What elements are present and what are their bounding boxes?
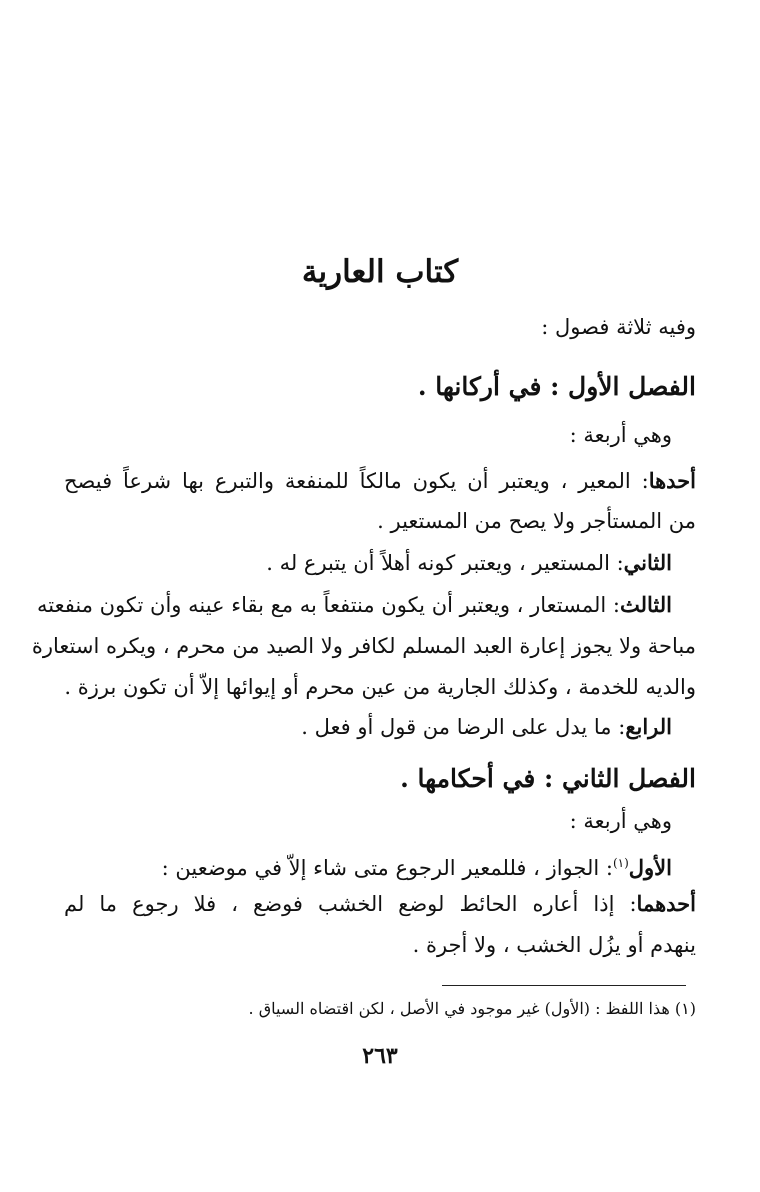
paragraph-line: والديه للخدمة ، وكذلك الجارية من عين محرم أو إيوائها إلاّ أن تكون برزة . (64, 675, 696, 699)
paragraph-line (40, 848, 672, 883)
paragraph-line: ينهدم أو يزُل الخشب ، ولا أجرة . (412, 933, 696, 957)
paragraph-line (37, 590, 672, 620)
paragraph-text: : المعير ، ويعتبر أن يكون مالكاً للمنفعة والتبرع بها شرعاً فيصح (64, 469, 649, 493)
footnote: (١) هذا اللفظ : (الأول) غير موجود في الأصل ، لكن اقتضاه السياق . (248, 999, 696, 1018)
term-label: الثاني (623, 550, 672, 575)
footnote-divider (442, 985, 686, 986)
section1-count: وهي أربعة : (569, 423, 672, 447)
paragraph-text: : إذا أعاره الحائط لوضع الخشب فوضع ، فلا رجوع ما لم (64, 892, 637, 916)
footnote-marker: (١) (612, 856, 629, 870)
paragraph-line (64, 466, 696, 496)
section2-heading: الفصل الثاني : في أحكامها . (400, 764, 696, 793)
paragraph-line (64, 889, 696, 919)
term-label: أحدها (648, 468, 696, 493)
intro-text: وفيه ثلاثة فصول : (541, 315, 696, 339)
paragraph-text: : الجواز ، فللمعير الرجوع متى شاء إلاّ في موضعين : (161, 856, 613, 880)
paragraph-text: : المستعير ، ويعتبر كونه أهلاً أن يتبرع له . (266, 551, 624, 575)
paragraph-text: : المستعار ، ويعتبر أن يكون منتفعاً به مع بقاء عينه وأن تكون منفعته (37, 593, 620, 617)
term-label: الأول (628, 855, 672, 880)
paragraph-line (40, 712, 672, 742)
term-label: أحدهما (636, 891, 696, 916)
page-number: ٢٦٣ (362, 1043, 398, 1069)
chapter-title: كتاب العارية (301, 254, 459, 290)
paragraph-text: : ما يدل على الرضا من قول أو فعل . (301, 715, 626, 739)
paragraph-line: مباحة ولا يجوز إعارة العبد المسلم لكافر ولا الصيد من محرم ، ويكره استعارة (31, 634, 696, 658)
term-label: الثالث (620, 592, 672, 617)
paragraph-line (40, 548, 672, 578)
paragraph-line: من المستأجر ولا يصح من المستعير . (377, 509, 696, 533)
term-label: الرابع (625, 714, 672, 739)
section1-heading: الفصل الأول : في أركانها . (417, 372, 696, 401)
section2-count: وهي أربعة : (569, 809, 672, 833)
